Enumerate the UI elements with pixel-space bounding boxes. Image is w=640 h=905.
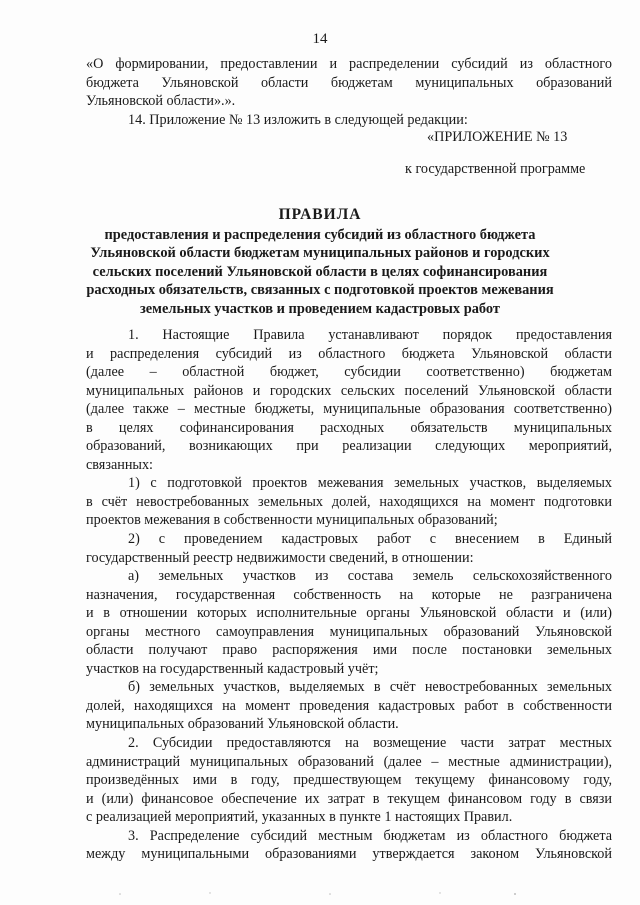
body-line: б) земельных участков, выделяемых в счёт невостребованных земельных <box>128 679 612 696</box>
body-line: 3. Распределение субсидий местным бюджетам из областного бюджета <box>128 827 612 844</box>
subtitle-line: земельных участков и проведением кадастровых работ <box>140 300 500 317</box>
intro-line: 14. Приложение № 13 изложить в следующей редакции: <box>128 111 468 128</box>
body-line: государственный реестр недвижимости сведений, в отношении: <box>86 549 474 566</box>
body-line: 2) с проведением кадастровых работ с внесением в Единый <box>128 531 612 548</box>
page-number: 14 <box>312 31 328 47</box>
body-line: муниципальных районов и городских сельских поселений Ульяновской области <box>86 382 612 399</box>
body-line: 2. Субсидии предоставляются на возмещение части затрат местных <box>128 735 612 752</box>
body-line: с реализацией мероприятий, указанных в пункте 1 настоящих Правил. <box>86 809 513 826</box>
body-line: участков на государственный кадастровый учёт; <box>86 660 379 677</box>
body-line: назначения, государственная собственность на которые не разграничена <box>86 586 612 603</box>
body-line: долей, находящихся на момент проведения кадастровых работ в собственности <box>86 697 612 714</box>
intro-line: бюджета Ульяновской области бюджетам муниципальных образований <box>86 74 612 91</box>
body-line: 1) с подготовкой проектов межевания земельных участков, выделяемых <box>128 475 612 492</box>
body-text <box>86 326 612 864</box>
appendix-subtitle: к государственной программе <box>405 161 586 177</box>
body-line: (далее – областной бюджет, субсидии соответственно) бюджетам <box>86 364 612 381</box>
body-line: и (или) финансовое обеспечение их затрат в текущем финансовом году в связи <box>86 790 612 807</box>
body-line: области получают право распоряжения ими после постановки земельных <box>86 642 612 659</box>
body-line: (далее также – местные бюджеты, муниципальные образования соответственно) <box>86 401 612 418</box>
document-subtitle <box>60 226 580 318</box>
body-line: в счёт невостребованных земельных долей, находящихся на момент подготовки <box>86 493 612 510</box>
body-line: органы местного самоуправления муниципальных образований Ульяновской <box>86 623 612 640</box>
body-line: и распределения субсидий из областного бюджета Ульяновской области <box>86 345 612 362</box>
subtitle-line: расходных обязательств, связанных с подготовкой проектов межевания <box>86 282 554 299</box>
body-line: 1. Настоящие Правила устанавливают порядок предоставления <box>128 327 612 343</box>
subtitle-line: сельских поселений Ульяновской области в целях софинансирования <box>92 263 548 280</box>
body-line: между муниципальными образованиями утверждается законом Ульяновской <box>86 846 612 863</box>
body-line: администраций муниципальных образований (далее – местные администрации), <box>86 753 612 770</box>
subtitle-line: предоставления и распределения субсидий из областного бюджета <box>104 227 536 243</box>
intro-line: Ульяновской области».». <box>86 93 236 110</box>
subtitle-line: Ульяновской области бюджетам муниципальных районов и городских <box>90 245 550 262</box>
body-line: а) земельных участков из состава земель сельскохозяйственного <box>128 568 612 585</box>
body-line: образований, возникающих при реализации следующих мероприятий, <box>86 438 612 455</box>
body-line: проектов межевания в собственности муниципальных образований; <box>86 512 498 529</box>
appendix-label: «ПРИЛОЖЕНИЕ № 13 <box>427 129 568 145</box>
body-line: в целях софинансирования расходных обязательств муниципальных <box>86 419 612 436</box>
document-title: ПРАВИЛА <box>278 206 362 223</box>
intro-paragraph <box>86 37 612 129</box>
body-line: муниципальных образований Ульяновской области. <box>86 716 399 733</box>
body-line: связанных: <box>86 456 153 473</box>
intro-line: «О формировании, предоставлении и распределении субсидий из областного <box>86 56 612 72</box>
body-line: произведённых ими в году, предшествующем текущему финансовому году, <box>86 772 612 789</box>
scan-noise <box>0 891 640 897</box>
body-line: и в отношении которых исполнительные органы Ульяновской области и (или) <box>86 605 612 622</box>
